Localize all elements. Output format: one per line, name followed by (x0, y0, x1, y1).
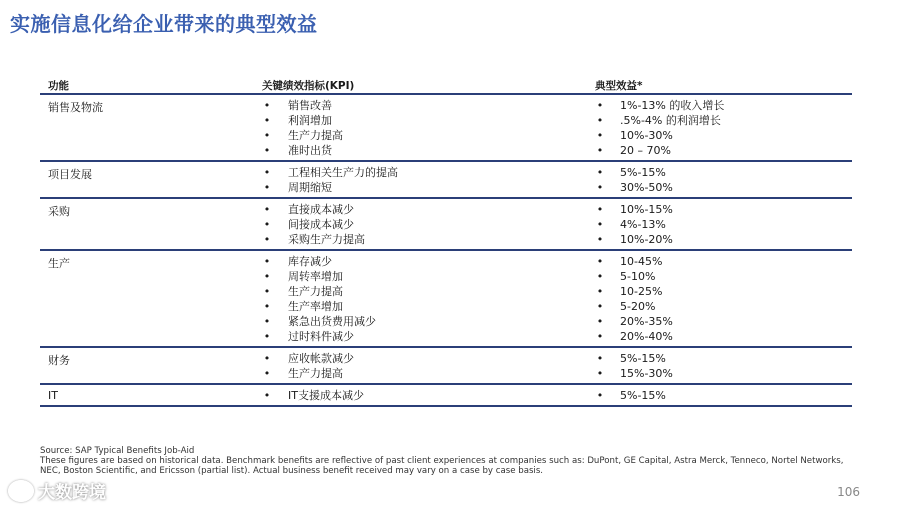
kpi-cell: 紧急出货费用减少 (288, 315, 376, 328)
footer-note: These figures are based on historical data. Benchmark benefits are reflective of past client experiences at companies such as: DuPont, GE Capital, Astra Merck, Tenneco, Nortel Networks, NEC, Boston Scientific, and Ericsson (partial list). Actual business benefit received may vary on a case by case basis. (40, 456, 844, 476)
bullet-icon: • (263, 218, 271, 231)
bullet-icon: • (596, 255, 604, 268)
table-row (40, 254, 852, 269)
bullet-icon: • (263, 270, 271, 283)
table-group (40, 348, 852, 385)
table-group (40, 162, 852, 199)
kpi-cell: 库存减少 (288, 255, 332, 268)
bullet-icon: • (596, 218, 604, 231)
bullet-icon: • (596, 129, 604, 142)
bullet-icon: • (596, 203, 604, 216)
benefit-cell: 10%-15% (620, 203, 673, 216)
header-benefit: 典型效益* (595, 80, 643, 92)
table-row (40, 165, 852, 180)
benefit-cell: 1%-13% 的收入增长 (620, 99, 725, 112)
benefit-cell: 20 – 70% (620, 144, 671, 157)
benefit-cell: 10-45% (620, 255, 663, 268)
kpi-cell: 工程相关生产力的提高 (288, 166, 398, 179)
group-name: 生产 (48, 257, 70, 270)
page-number: 106 (837, 485, 860, 499)
bullet-icon: • (263, 144, 271, 157)
group-name: 采购 (48, 205, 70, 218)
table-row (40, 180, 852, 195)
group-name: 财务 (48, 354, 70, 367)
bullet-icon: • (263, 330, 271, 343)
table-row (40, 128, 852, 143)
kpi-cell: IT支援成本减少 (288, 389, 364, 402)
benefit-cell: 5%-15% (620, 166, 666, 179)
benefit-cell: 5%-15% (620, 389, 666, 402)
bullet-icon: • (596, 300, 604, 313)
kpi-cell: 直接成本减少 (288, 203, 354, 216)
footer-source: Source: SAP Typical Benefits Job-Aid (40, 446, 195, 456)
benefit-cell: 10-25% (620, 285, 663, 298)
table-header (40, 75, 852, 95)
bullet-icon: • (263, 203, 271, 216)
benefit-cell: 20%-35% (620, 315, 673, 328)
bullet-icon: • (263, 367, 271, 380)
table-row (40, 217, 852, 232)
benefit-cell: 15%-30% (620, 367, 673, 380)
kpi-cell: 采购生产力提高 (288, 233, 365, 246)
table-row (40, 366, 852, 381)
benefits-table (40, 75, 852, 407)
bullet-icon: • (596, 144, 604, 157)
kpi-cell: 生产率增加 (288, 300, 343, 313)
bullet-icon: • (263, 129, 271, 142)
bullet-icon: • (596, 315, 604, 328)
table-row (40, 269, 852, 284)
kpi-cell: 生产力提高 (288, 129, 343, 142)
table-row (40, 284, 852, 299)
table-row (40, 143, 852, 158)
bullet-icon: • (596, 99, 604, 112)
table-body (40, 95, 852, 407)
watermark-text: 大数跨境 (38, 483, 106, 503)
kpi-cell: 间接成本减少 (288, 218, 354, 231)
bullet-icon: • (596, 181, 604, 194)
kpi-cell: 利润增加 (288, 114, 332, 127)
table-row (40, 299, 852, 314)
benefit-cell: 10%-30% (620, 129, 673, 142)
benefit-cell: 5-10% (620, 270, 656, 283)
bullet-icon: • (263, 255, 271, 268)
bullet-icon: • (263, 99, 271, 112)
watermark (8, 478, 106, 503)
kpi-cell: 应收帐款减少 (288, 352, 354, 365)
bullet-icon: • (263, 166, 271, 179)
bullet-icon: • (596, 285, 604, 298)
benefit-cell: .5%-4% 的利润增长 (620, 114, 721, 127)
table-row (40, 232, 852, 247)
bullet-icon: • (263, 181, 271, 194)
kpi-cell: 周期缩短 (288, 181, 332, 194)
bullet-icon: • (596, 233, 604, 246)
bullet-icon: • (596, 352, 604, 365)
bullet-icon: • (596, 330, 604, 343)
table-group (40, 385, 852, 407)
table-group (40, 95, 852, 162)
table-group (40, 199, 852, 251)
group-name: IT (48, 389, 58, 402)
benefit-cell: 30%-50% (620, 181, 673, 194)
table-row (40, 202, 852, 217)
kpi-cell: 生产力提高 (288, 367, 343, 380)
benefit-cell: 4%-13% (620, 218, 666, 231)
table-row (40, 113, 852, 128)
footer (40, 446, 860, 476)
kpi-cell: 生产力提高 (288, 285, 343, 298)
group-name: 项目发展 (48, 168, 92, 181)
slide-title: 实施信息化给企业带来的典型效益 (10, 12, 318, 36)
bullet-icon: • (263, 233, 271, 246)
table-row (40, 329, 852, 344)
bullet-icon: • (263, 315, 271, 328)
table-group (40, 251, 852, 348)
kpi-cell: 销售改善 (288, 99, 332, 112)
benefit-cell: 5-20% (620, 300, 656, 313)
bullet-icon: • (596, 166, 604, 179)
bullet-icon: • (263, 285, 271, 298)
kpi-cell: 准时出货 (288, 144, 332, 157)
bullet-icon: • (263, 389, 271, 402)
watermark-logo-icon (8, 480, 34, 502)
benefit-cell: 5%-15% (620, 352, 666, 365)
table-row (40, 314, 852, 329)
benefit-cell: 20%-40% (620, 330, 673, 343)
kpi-cell: 周转率增加 (288, 270, 343, 283)
header-kpi: 关键绩效指标(KPI) (262, 80, 355, 92)
bullet-icon: • (263, 114, 271, 127)
bullet-icon: • (596, 114, 604, 127)
bullet-icon: • (263, 300, 271, 313)
benefit-cell: 10%-20% (620, 233, 673, 246)
bullet-icon: • (263, 352, 271, 365)
group-name: 销售及物流 (48, 101, 103, 114)
kpi-cell: 过时料件减少 (288, 330, 354, 343)
table-row (40, 351, 852, 366)
bullet-icon: • (596, 270, 604, 283)
header-function: 功能 (48, 80, 69, 92)
table-row (40, 98, 852, 113)
bullet-icon: • (596, 367, 604, 380)
bullet-icon: • (596, 389, 604, 402)
table-row (40, 388, 852, 403)
